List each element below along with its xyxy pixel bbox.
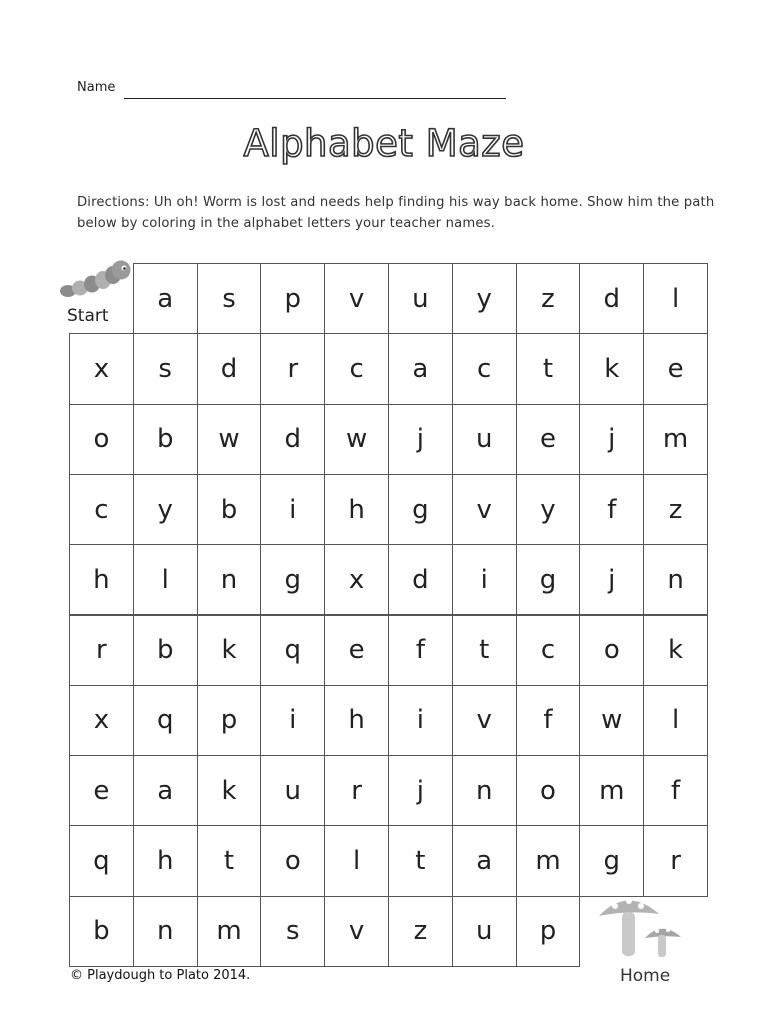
maze-cell[interactable]: j bbox=[388, 404, 453, 475]
maze-cell[interactable]: f bbox=[643, 755, 708, 826]
maze-cell[interactable]: f bbox=[516, 685, 581, 756]
maze-cell[interactable]: t bbox=[388, 825, 453, 896]
page-title: Alphabet Maze bbox=[243, 122, 525, 165]
maze-cell[interactable]: b bbox=[69, 896, 134, 967]
maze-cell[interactable]: f bbox=[579, 474, 644, 545]
maze-cell[interactable]: s bbox=[260, 896, 325, 967]
maze-cell[interactable]: d bbox=[388, 544, 453, 615]
maze-cell[interactable]: x bbox=[69, 333, 134, 404]
maze-cell[interactable]: m bbox=[643, 404, 708, 475]
maze-cell[interactable]: e bbox=[643, 333, 708, 404]
maze-cell[interactable]: w bbox=[324, 404, 389, 475]
maze-cell[interactable]: n bbox=[133, 896, 198, 967]
maze-cell[interactable]: o bbox=[516, 755, 581, 826]
maze-cell[interactable]: u bbox=[260, 755, 325, 826]
maze-cell[interactable]: m bbox=[579, 755, 644, 826]
maze-cell[interactable]: y bbox=[133, 474, 198, 545]
maze-cell[interactable]: k bbox=[643, 615, 708, 686]
maze-cell[interactable]: p bbox=[516, 896, 581, 967]
maze-cell[interactable]: a bbox=[452, 825, 517, 896]
start-label: Start bbox=[67, 306, 109, 326]
maze-cell[interactable]: b bbox=[197, 474, 262, 545]
maze-cell[interactable]: t bbox=[452, 615, 517, 686]
maze-cell[interactable]: l bbox=[324, 825, 389, 896]
worm-icon bbox=[58, 258, 133, 300]
maze-cell[interactable]: u bbox=[388, 263, 453, 334]
maze-cell[interactable]: k bbox=[579, 333, 644, 404]
maze-cell[interactable]: i bbox=[260, 474, 325, 545]
maze-cell[interactable]: j bbox=[579, 544, 644, 615]
maze-cell[interactable]: l bbox=[643, 685, 708, 756]
maze-cell[interactable]: i bbox=[452, 544, 517, 615]
maze-cell[interactable]: j bbox=[388, 755, 453, 826]
maze-cell[interactable]: h bbox=[133, 825, 198, 896]
maze-cell[interactable]: k bbox=[197, 615, 262, 686]
maze-cell[interactable]: t bbox=[516, 333, 581, 404]
maze-cell[interactable]: w bbox=[579, 685, 644, 756]
maze-cell[interactable]: q bbox=[260, 615, 325, 686]
maze-cell[interactable]: g bbox=[388, 474, 453, 545]
maze-cell[interactable]: c bbox=[516, 615, 581, 686]
maze-cell[interactable]: n bbox=[197, 544, 262, 615]
maze-cell[interactable]: u bbox=[452, 404, 517, 475]
maze-cell[interactable]: r bbox=[643, 825, 708, 896]
maze-cell[interactable]: c bbox=[452, 333, 517, 404]
name-label: Name bbox=[77, 80, 116, 95]
maze-cell[interactable]: t bbox=[197, 825, 262, 896]
maze-cell[interactable]: q bbox=[133, 685, 198, 756]
maze-cell[interactable]: c bbox=[324, 333, 389, 404]
maze-cell[interactable]: a bbox=[133, 755, 198, 826]
maze-cell[interactable]: p bbox=[197, 685, 262, 756]
maze-cell[interactable]: b bbox=[133, 615, 198, 686]
maze-cell[interactable]: l bbox=[133, 544, 198, 615]
maze-cell[interactable]: f bbox=[388, 615, 453, 686]
maze-cell[interactable]: g bbox=[516, 544, 581, 615]
maze-cell[interactable]: a bbox=[133, 263, 198, 334]
maze-cell[interactable]: v bbox=[452, 474, 517, 545]
maze-cell[interactable]: d bbox=[197, 333, 262, 404]
maze-cell[interactable]: e bbox=[324, 615, 389, 686]
maze-cell[interactable]: o bbox=[579, 615, 644, 686]
maze-cell[interactable]: d bbox=[579, 263, 644, 334]
maze-cell[interactable]: n bbox=[452, 755, 517, 826]
maze-cell[interactable]: m bbox=[197, 896, 262, 967]
maze-cell[interactable]: r bbox=[324, 755, 389, 826]
maze-cell[interactable]: a bbox=[388, 333, 453, 404]
maze-cell[interactable]: z bbox=[643, 474, 708, 545]
copyright: © Playdough to Plato 2014. bbox=[70, 968, 251, 983]
maze-cell[interactable]: m bbox=[516, 825, 581, 896]
maze-cell[interactable]: z bbox=[388, 896, 453, 967]
maze-cell[interactable]: h bbox=[69, 544, 134, 615]
mushroom-icon bbox=[595, 892, 690, 962]
maze-cell[interactable]: e bbox=[516, 404, 581, 475]
maze-cell[interactable]: v bbox=[324, 896, 389, 967]
maze-cell[interactable]: x bbox=[324, 544, 389, 615]
maze-cell[interactable]: d bbox=[260, 404, 325, 475]
maze-cell[interactable]: l bbox=[643, 263, 708, 334]
maze-cell[interactable]: v bbox=[324, 263, 389, 334]
maze-cell[interactable]: q bbox=[69, 825, 134, 896]
maze-cell[interactable]: w bbox=[197, 404, 262, 475]
maze-cell[interactable]: h bbox=[324, 685, 389, 756]
directions-text: Directions: Uh oh! Worm is lost and needs help finding his way back home. Show him the path below by coloring in the alphabet letters your teacher names. bbox=[77, 195, 715, 231]
maze-cell[interactable]: o bbox=[260, 825, 325, 896]
maze-cell[interactable]: g bbox=[579, 825, 644, 896]
maze-cell[interactable]: r bbox=[260, 333, 325, 404]
maze-cell[interactable]: i bbox=[260, 685, 325, 756]
maze-cell[interactable]: j bbox=[579, 404, 644, 475]
maze-cell[interactable]: k bbox=[197, 755, 262, 826]
maze-cell[interactable]: z bbox=[516, 263, 581, 334]
home-label: Home bbox=[620, 966, 671, 986]
maze-cell[interactable]: s bbox=[197, 263, 262, 334]
maze-cell[interactable]: o bbox=[69, 404, 134, 475]
maze-cell[interactable]: v bbox=[452, 685, 517, 756]
maze-cell[interactable]: s bbox=[133, 333, 198, 404]
maze-cell[interactable]: g bbox=[260, 544, 325, 615]
maze-cell[interactable]: y bbox=[516, 474, 581, 545]
maze-cell[interactable]: e bbox=[69, 755, 134, 826]
maze-cell[interactable]: i bbox=[388, 685, 453, 756]
maze-cell[interactable]: y bbox=[452, 263, 517, 334]
maze-cell[interactable]: c bbox=[69, 474, 134, 545]
maze-cell[interactable]: h bbox=[324, 474, 389, 545]
maze-cell[interactable]: u bbox=[452, 896, 517, 967]
maze-cell[interactable]: n bbox=[643, 544, 708, 615]
maze-cell[interactable]: r bbox=[69, 615, 134, 686]
maze-cell[interactable]: b bbox=[133, 404, 198, 475]
maze-cell[interactable]: x bbox=[69, 685, 134, 756]
maze-cell[interactable]: p bbox=[260, 263, 325, 334]
